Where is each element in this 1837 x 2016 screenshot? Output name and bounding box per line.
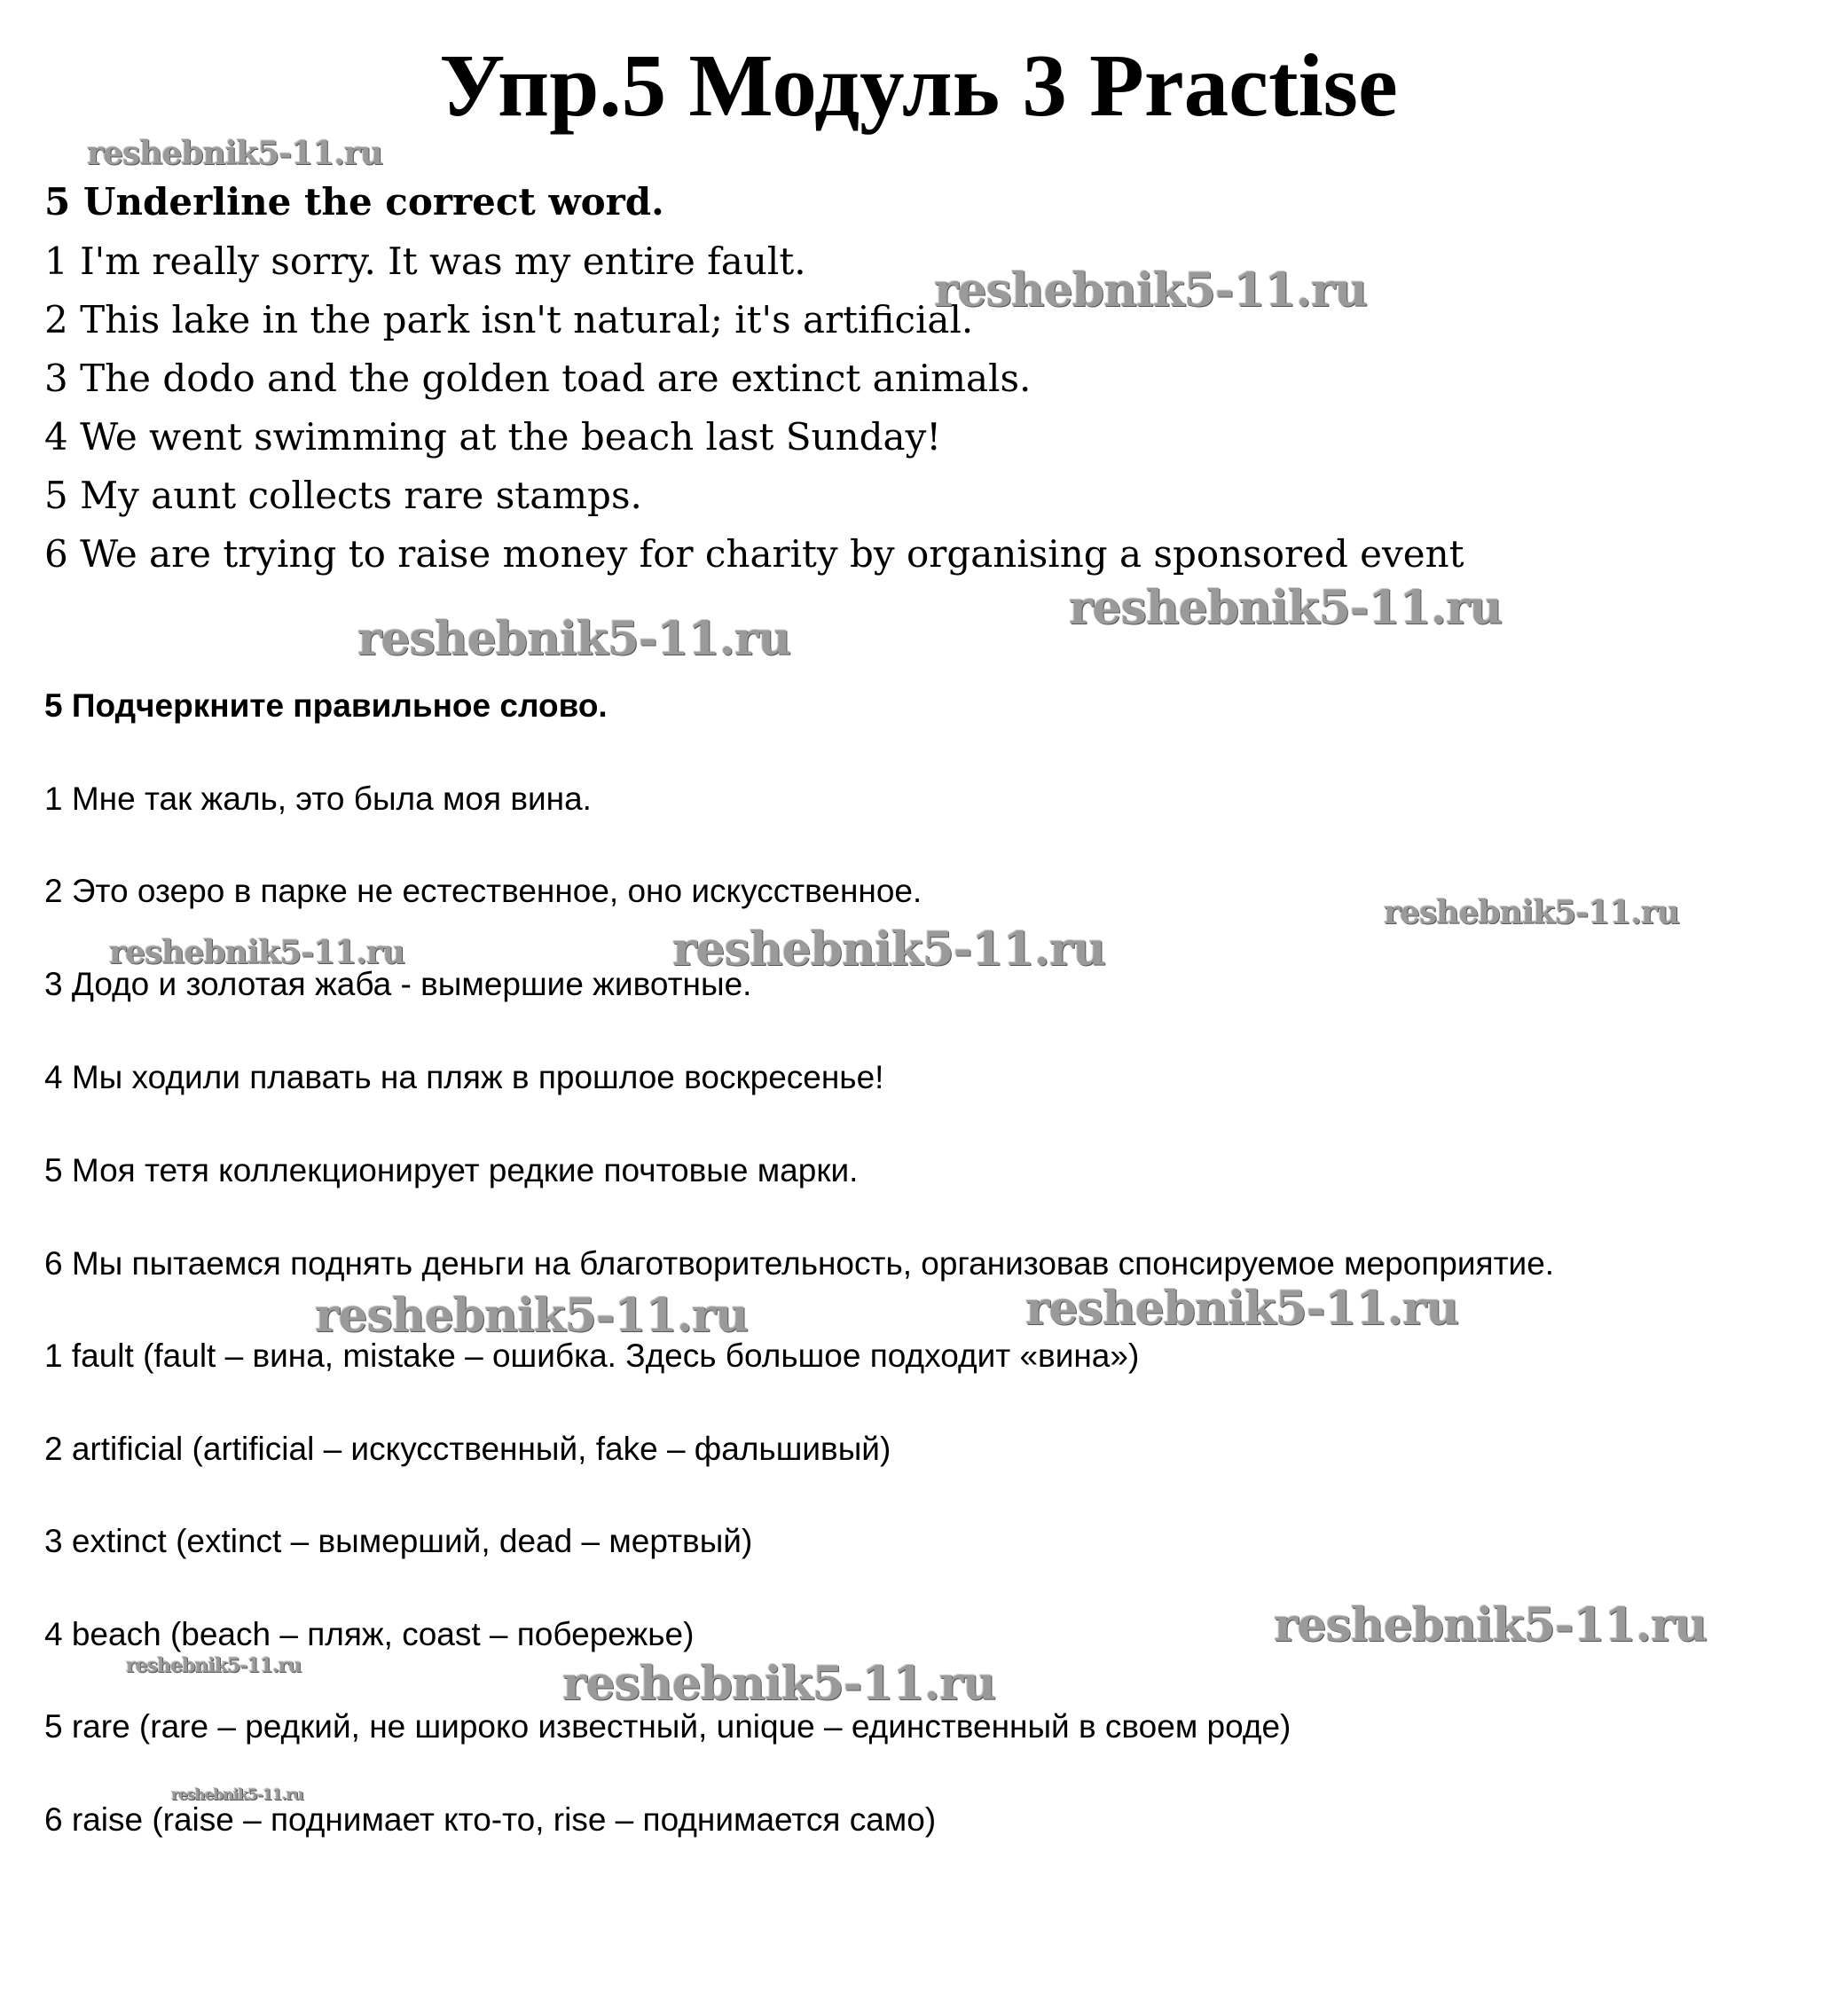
watermark: reshebnik5-11.ru: [315, 1289, 749, 1343]
watermark: reshebnik5-11.ru: [934, 263, 1368, 318]
watermark: reshebnik5-11.ru: [357, 612, 791, 666]
answer-item-3: 3 extinct (extinct – вымерший, dead – мертвый): [44, 1523, 753, 1559]
watermark: reshebnik5-11.ru: [562, 1657, 996, 1711]
exercise-item-en-2: 2 This lake in the park isn't natural; it's artificial.: [44, 298, 974, 341]
exercise-item-en-3: 3 The dodo and the golden toad are extinct animals.: [44, 357, 1032, 400]
answer-item-5: 5 rare (rare – редкий, не широко известный, unique – единственный в своем роде): [44, 1708, 1291, 1745]
exercise-item-ru-5: 5 Моя тетя коллекционирует редкие почтовые марки.: [44, 1152, 859, 1188]
page-title: Упр.5 Модуль 3 Practise: [439, 35, 1398, 135]
exercise-item-en-5: 5 My aunt collects rare stamps.: [44, 474, 642, 517]
exercise-item-ru-1: 1 Мне так жаль, это была моя вина.: [44, 781, 592, 817]
answer-item-2: 2 artificial (artificial – искусственный, fake – фальшивый): [44, 1431, 891, 1467]
watermark: reshebnik5-11.ru: [1069, 581, 1503, 635]
exercise-item-ru-6: 6 Мы пытаемся поднять деньги на благотворительность, организовав спонсируемое мероприятие.: [44, 1245, 1555, 1282]
watermark: reshebnik5-11.ru: [1274, 1598, 1707, 1652]
watermark: reshebnik5-11.ru: [109, 934, 404, 971]
exercise-item-en-4: 4 We went swimming at the beach last Sunday!: [44, 415, 942, 459]
watermark: reshebnik5-11.ru: [87, 135, 382, 172]
watermark: reshebnik5-11.ru: [672, 922, 1106, 977]
exercise-item-ru-2: 2 Это озеро в парке не естественное, оно искусственное.: [44, 873, 922, 909]
watermark: reshebnik5-11.ru: [126, 1654, 302, 1677]
exercise-item-en-6: 6 We are trying to raise money for charity by organising a sponsored event: [44, 532, 1464, 576]
exercise-item-en-1: 1 I'm really sorry. It was my entire fault.: [44, 239, 806, 283]
answer-item-4: 4 beach (beach – пляж, coast – побережье): [44, 1616, 695, 1652]
answer-item-6: 6 raise (raise – поднимает кто-то, rise – поднимается само): [44, 1801, 937, 1838]
exercise-item-ru-4: 4 Мы ходили плавать на пляж в прошлое воскресенье!: [44, 1059, 884, 1095]
watermark: reshebnik5-11.ru: [171, 1786, 303, 1804]
exercise-item-ru-3: 3 Додо и золотая жаба - вымершие животные.: [44, 966, 752, 1002]
answer-item-1: 1 fault (fault – вина, mistake – ошибка. Здесь большое подходит «вина»): [44, 1337, 1140, 1374]
exercise-heading-en: 5 Underline the correct word.: [44, 180, 664, 224]
exercise-heading-ru: 5 Подчеркните правильное слово.: [44, 687, 608, 724]
watermark: reshebnik5-11.ru: [1025, 1282, 1459, 1336]
watermark: reshebnik5-11.ru: [1384, 894, 1679, 931]
